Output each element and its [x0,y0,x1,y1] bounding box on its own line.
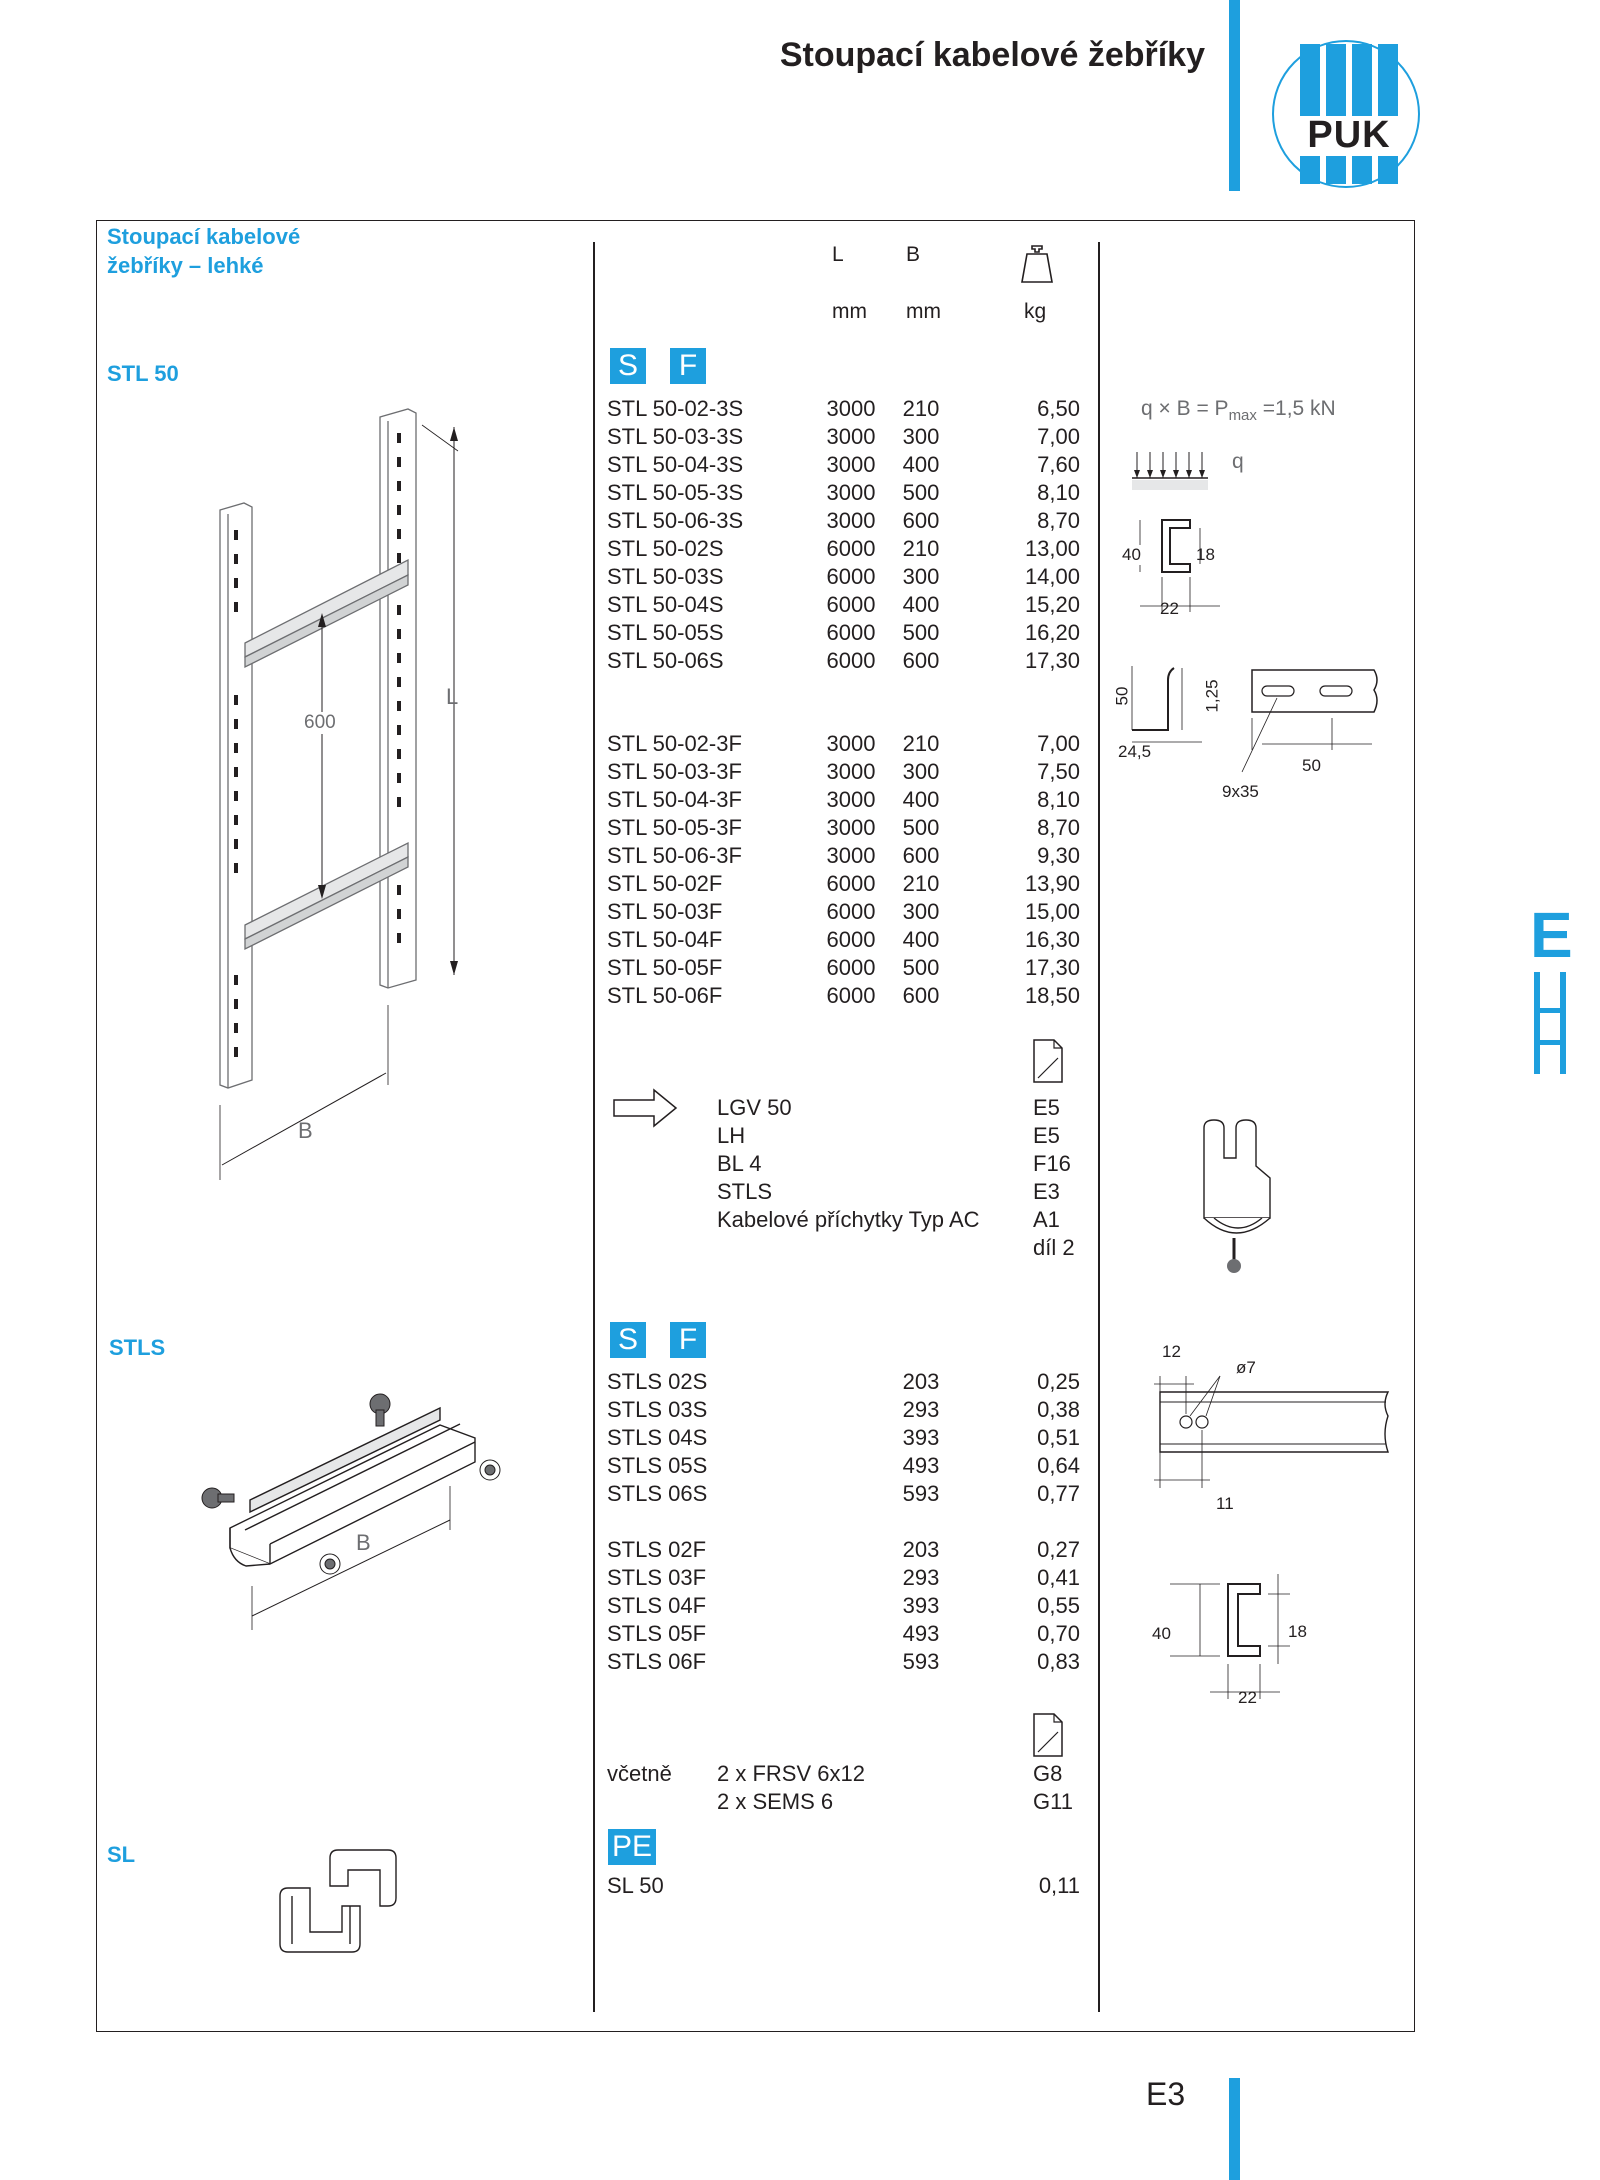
stls-dim-h: 40 [1152,1624,1171,1643]
table-row: STL 50-04-3F 3000 400 8,10 [607,787,1080,812]
column-divider-left [593,242,595,2012]
stls-dim-b-label: B [356,1530,371,1555]
table-row: STL 50-02-3S 3000 210 6,50 [607,396,1080,421]
side-tab-letter: E [1530,899,1573,971]
table-row: STL 50-06S 6000 600 17,30 [607,648,1080,673]
table-row: STLS 03S 293 0,38 [607,1397,1080,1422]
list-item-ref: G11 [1033,1789,1073,1814]
header-b: B [906,243,921,266]
table-row: STL 50-03F 6000 300 15,00 [607,899,1080,924]
page-title: Stoupací kabelové žebříky [779,36,1205,74]
hole-dim-dia: ø7 [1236,1358,1256,1377]
logo-text: PUK [1307,114,1391,156]
distributed-load-icon [1132,448,1232,496]
column-divider-right [1098,242,1100,2012]
rung-dim-h: 40 [1122,545,1141,564]
puk-logo [1268,36,1424,192]
rail-dim-pitch: 50 [1302,756,1321,775]
list-item: BL 4 [717,1151,762,1176]
arrow-right-icon [612,1088,678,1128]
stls-hole-drawing [1150,1356,1410,1516]
header-l-unit: mm [832,300,867,323]
load-formula-text: q × B = P [1141,397,1229,420]
rail-dim-flange: 24,5 [1118,742,1152,761]
table-row: STLS 04S 393 0,51 [607,1425,1080,1450]
table-row: SL 50 0,11 [607,1873,1080,1898]
table-row: STL 50-06-3F 3000 600 9,30 [607,843,1080,868]
hole-dim-offset: 12 [1162,1342,1181,1361]
table-row: STLS 05S 493 0,64 [607,1453,1080,1478]
load-formula-value: =1,5 kN [1262,397,1336,420]
rail-dim-slot: 9x35 [1222,782,1259,801]
table-row: STL 50-02-3F 3000 210 7,00 [607,731,1080,756]
table-row: STL 50-04-3S 3000 400 7,60 [607,452,1080,477]
dim-b-label: B [298,1118,313,1143]
table-row: STLS 03F 293 0,41 [607,1565,1080,1590]
page-number: E3 [1146,2076,1186,2112]
table-row: STL 50-06F 6000 600 18,50 [607,983,1080,1008]
table-row: STLS 02F 203 0,27 [607,1537,1080,1562]
table-row: STL 50-05-3S 3000 500 8,10 [607,480,1080,505]
stls-profile-drawing [1150,1574,1300,1708]
header-kg-unit: kg [1024,300,1047,323]
header-l: L [832,243,844,266]
table-row: STL 50-03-3F 3000 300 7,50 [607,759,1080,784]
table-row: STLS 02S 203 0,25 [607,1369,1080,1394]
ladder-drawing [200,405,500,1195]
list-item: Kabelové příchytky Typ AC [717,1207,980,1232]
table-row: STL 50-03S 6000 300 14,00 [607,564,1080,589]
header-b-unit: mm [906,300,941,323]
dim-l-label: L [446,684,459,709]
list-item: LH [717,1123,746,1148]
list-item-ref: díl 2 [1033,1235,1075,1260]
stls-drawing [190,1380,510,1640]
rung-dim-lip: 18 [1196,545,1215,564]
stls-dim-lip: 18 [1288,1622,1307,1641]
load-q-label: q [1232,450,1244,473]
list-item-ref: F16 [1033,1151,1071,1176]
table-row: STLS 05F 493 0,70 [607,1621,1080,1646]
table-row: STL 50-02S 6000 210 13,00 [607,536,1080,561]
list-item: STLS [717,1179,773,1204]
table-row: STLS 04F 393 0,55 [607,1593,1080,1618]
badge-s: S [610,1322,646,1358]
rung-profile-drawing [1120,512,1240,622]
badge-f: F [670,348,706,384]
table-row: STL 50-02F 6000 210 13,90 [607,871,1080,896]
badge-s: S [610,348,646,384]
table-row: STL 50-04F 6000 400 16,30 [607,927,1080,952]
table-row: STL 50-05S 6000 500 16,20 [607,620,1080,645]
table-row: STL 50-06-3S 3000 600 8,70 [607,508,1080,533]
badge-pe: PE [608,1829,656,1865]
badge-f: F [670,1322,706,1358]
sl-drawing [270,1846,410,1966]
dim-600-label: 600 [304,712,336,733]
page-reference-icon [1032,1038,1064,1084]
stls-dim-w: 22 [1238,1688,1257,1707]
list-item-ref: E3 [1033,1179,1060,1204]
cable-clamp-drawing [1174,1118,1284,1278]
list-item: 2 x SEMS 6 [717,1789,834,1814]
table-row: STLS 06S 593 0,77 [607,1481,1080,1506]
rung-dim-w: 22 [1160,599,1179,618]
sl-label: SL [107,1842,136,1867]
load-formula [1141,397,1336,424]
list-item: 2 x FRSV 6x12 [717,1761,865,1786]
side-tab-ladder-icon [1532,970,1570,1076]
table-row: STLS 06F 593 0,83 [607,1649,1080,1674]
stls-label: STLS [109,1335,166,1360]
list-item-ref: A1 [1033,1207,1060,1232]
table-row: STL 50-05-3F 3000 500 8,70 [607,815,1080,840]
accessories-list [717,1094,1087,1264]
rail-dim-h: 50 [1112,686,1132,706]
load-formula-sub: max [1228,407,1257,425]
list-item-ref: E5 [1033,1123,1060,1148]
weight-icon [1020,244,1054,284]
list-item: LGV 50 [717,1095,792,1120]
header-accent-bar [1229,0,1240,191]
rail-section-drawing [1112,660,1412,790]
section-heading: Stoupací kabelové žebříky – lehké [107,224,301,278]
page-reference-icon [1032,1712,1064,1758]
footer-accent-bar [1229,2078,1240,2180]
stl50-label: STL 50 [107,361,179,386]
table-row: STL 50-05F 6000 500 17,30 [607,955,1080,980]
hole-dim-spacing: 11 [1216,1494,1234,1513]
table-row: STL 50-04S 6000 400 15,20 [607,592,1080,617]
including-label: včetně [607,1761,672,1786]
list-item-ref: E5 [1033,1095,1060,1120]
table-row: STL 50-03-3S 3000 300 7,00 [607,424,1080,449]
rail-dim-t: 1,25 [1202,679,1222,713]
list-item-ref: G8 [1033,1761,1063,1786]
